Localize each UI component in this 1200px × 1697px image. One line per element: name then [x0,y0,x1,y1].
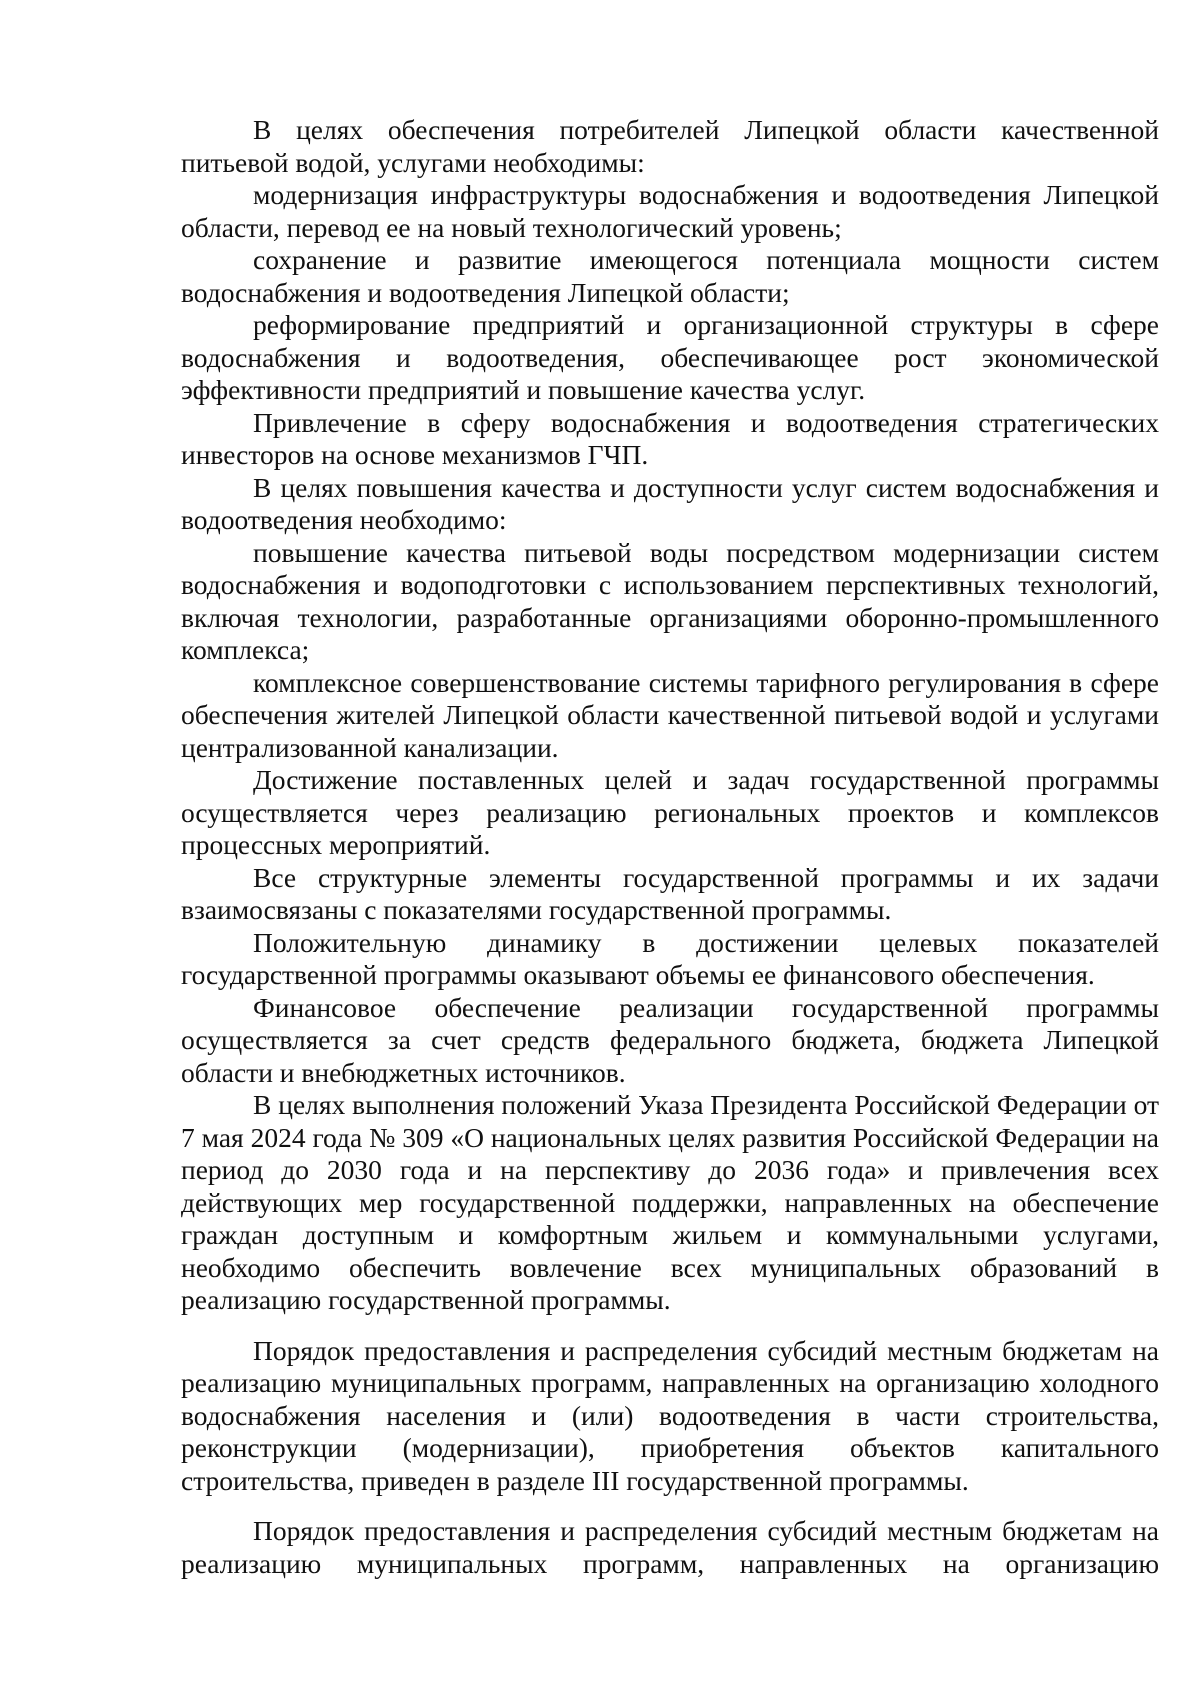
paragraph-capacity-preservation: сохранение и развитие имеющегося потенциала мощности систем водоснабжения и водоотведения Липецкой области; [181,244,1159,308]
paragraph-infrastructure-modernization: модернизация инфраструктуры водоснабжения и водоотведения Липецкой области, перевод ее на новый технологический уровень; [181,179,1159,243]
document-page [181,114,1159,1580]
paragraph-drinking-water-quality: повышение качества питьевой воды посредством модернизации систем водоснабжения и водоподготовки с использованием перспективных технологий, включая технологии, разработанные организациями оборонно-промышленного комплекса; [181,536,1159,665]
paragraph-structural-elements: Все структурные элементы государственной программы и их задачи взаимосвязаны с показателями государственной программы. [181,861,1159,925]
paragraph-subsidies-procedure-continued: Порядок предоставления и распределения субсидий местным бюджетам на реализацию муниципальных программ, направленных на организацию [181,1515,1159,1579]
paragraph-program-implementation: Достижение поставленных целей и задач государственной программы осуществляется через реализацию региональных проектов и комплексов процессных мероприятий. [181,764,1159,860]
paragraph-service-quality-goals: В целях повышения качества и доступности услуг систем водоснабжения и водоотведения необходимо: [181,471,1159,535]
paragraph-tariff-regulation: комплексное совершенствование системы тарифного регулирования в сфере обеспечения жителей Липецкой области качественной питьевой водой и услугами централизованной канализации. [181,666,1159,763]
paragraph-enterprise-reform: реформирование предприятий и организационной структуры в сфере водоснабжения и водоотведения, обеспечивающее рост экономической эффективности предприятий и повышение качества услуг. [181,309,1159,405]
paragraph-financing: Финансовое обеспечение реализации государственной программы осуществляется за счет средств федерального бюджета, бюджета Липецкой области и внебюджетных источников. [181,991,1159,1088]
paragraph-subsidies-procedure: Порядок предоставления и распределения субсидий местным бюджетам на реализацию муниципальных программ, направленных на организацию холодного водоснабжения населения и (или) водоотведения в части строительства, реконструкции (модернизации), приобретения объектов капитального строительства, приведен в разделе III государственной программы. [181,1334,1159,1496]
paragraph-water-quality-goals: В целях обеспечения потребителей Липецкой области качественной питьевой водой, услугами необходимы: [181,114,1159,178]
paragraph-positive-dynamics: Положительную динамику в достижении целевых показателей государственной программы оказывают объемы ее финансового обеспечения. [181,926,1159,990]
paragraph-strategic-investors: Привлечение в сферу водоснабжения и водоотведения стратегических инвесторов на основе механизмов ГЧП. [181,406,1159,470]
paragraph-presidential-decree: В целях выполнения положений Указа Президента Российской Федерации от 7 мая 2024 года № 309 «О национальных целях развития Российской Федерации на период до 2030 года и на перспективу до 2036 года» и привлечения всех действующих мер государственной поддержки, направленных на обеспечение граждан доступным и комфортным жильем и коммунальными услугами, необходимо обеспечить вовлечение всех муниципальных образований в реализацию государственной программы. [181,1089,1159,1315]
